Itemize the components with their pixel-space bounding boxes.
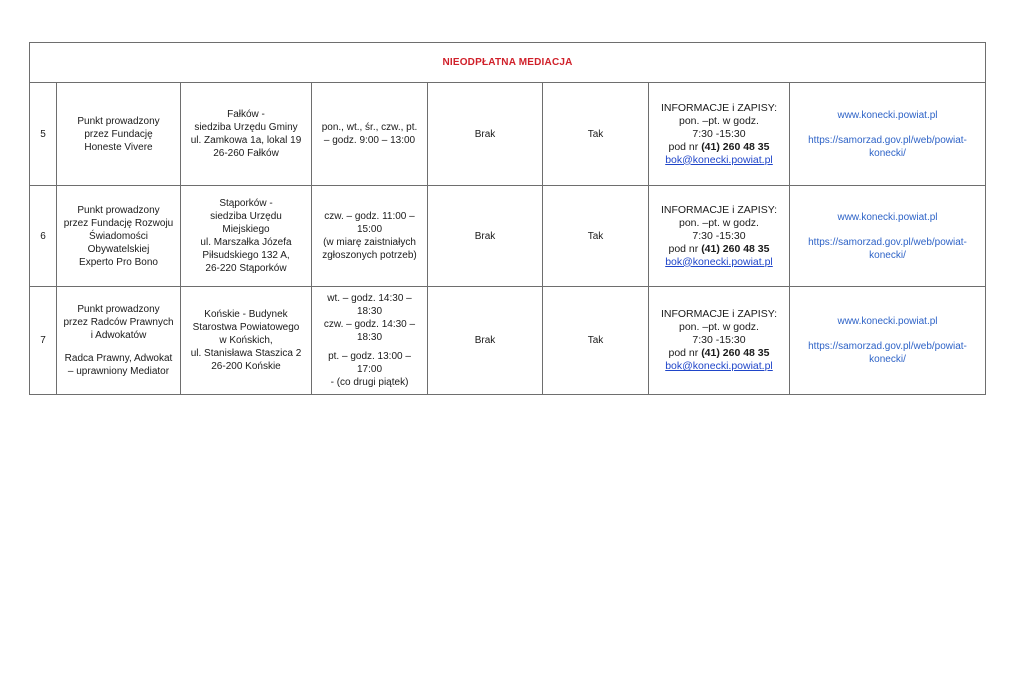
row-number: 6 <box>30 186 57 287</box>
availability-cell: Tak <box>543 186 649 287</box>
hours-text: wt. – godz. 14:30 – 18:30 czw. – godz. 14:30 – 18:30 <box>323 293 416 343</box>
contact-cell <box>649 287 790 395</box>
gov-website-link[interactable]: https://samorzad.gov.pl/web/powiat- konecki/ <box>808 236 967 261</box>
website-link[interactable]: www.konecki.powiat.pl <box>837 211 938 223</box>
provider-cell <box>57 186 181 287</box>
status-cell: Brak <box>428 287 543 395</box>
provider-cell <box>57 287 181 395</box>
phone-number: (41) 260 48 35 <box>701 347 770 359</box>
hours-text: pon., wt., śr., czw., pt. – godz. 9:00 – 13:00 <box>321 122 418 146</box>
row-number: 7 <box>30 287 57 395</box>
contact-phone-line <box>652 141 786 154</box>
location-cell <box>181 83 312 186</box>
email-link[interactable]: bok@konecki.powiat.pl <box>665 255 773 268</box>
email-link[interactable]: bok@konecki.powiat.pl <box>665 360 773 372</box>
provider-text: Punkt prowadzony przez Radców Prawnych i Adwokatów <box>63 304 174 341</box>
contact-cell <box>649 83 790 186</box>
phone-number: (41) 260 48 35 <box>701 242 770 255</box>
location-cell <box>181 287 312 395</box>
provider-note: Radca Prawny, Adwokat – uprawniony Mediator <box>64 353 173 377</box>
table-row <box>30 287 986 395</box>
provider-text: Punkt prowadzony przez Fundację Honeste Vivere <box>77 115 160 153</box>
links-cell <box>790 83 986 186</box>
hours-text: czw. – godz. 11:00 – 15:00 (w miarę zaistniałych zgłoszonych potrzeb) <box>322 211 417 261</box>
availability-cell: Tak <box>543 287 649 395</box>
contact-phone-line <box>652 347 786 360</box>
hours-cell <box>312 287 428 395</box>
location-text: Końskie - Budynek Starostwa Powiatowego w Końskich, ul. Stanisława Staszica 2 26-200 Końskie <box>190 309 302 372</box>
contact-info: INFORMACJE i ZAPISY: pon. –pt. w godz. 7:30 -15:30 <box>660 101 778 140</box>
provider-cell <box>57 83 181 186</box>
phone-prefix: pod nr <box>668 242 702 255</box>
email-link[interactable]: bok@konecki.powiat.pl <box>665 153 773 166</box>
phone-prefix: pod nr <box>668 347 702 359</box>
contact-info: INFORMACJE i ZAPISY: pon. –pt. w godz. 7:30 -15:30 <box>660 203 778 242</box>
row-number: 5 <box>30 83 57 186</box>
location-text: Stąporków - siedziba Urzędu Miejskiego ul. Marszałka Józefa Piłsudskiego 132 A, 26-220 Stąporków <box>200 198 292 274</box>
links-cell <box>790 287 986 395</box>
status-cell: Brak <box>428 186 543 287</box>
location-cell <box>181 186 312 287</box>
phone-prefix: pod nr <box>668 140 702 153</box>
contact-info: INFORMACJE i ZAPISY: pon. –pt. w godz. 7:30 -15:30 <box>660 308 778 346</box>
table-row <box>30 83 986 186</box>
status-cell: Brak <box>428 83 543 186</box>
provider-text: Punkt prowadzony przez Fundację Rozwoju Świadomości Obywatelskiej Experto Pro Bono <box>63 204 174 268</box>
hours-text-friday: pt. – godz. 13:00 – 17:00 - (co drugi piątek) <box>328 351 411 388</box>
availability-cell: Tak <box>543 83 649 186</box>
mediation-table <box>29 42 986 395</box>
contact-cell <box>649 186 790 287</box>
hours-cell <box>312 83 428 186</box>
hours-cell <box>312 186 428 287</box>
gov-website-link[interactable]: https://samorzad.gov.pl/web/powiat- konecki/ <box>808 134 967 159</box>
table-title: NIEODPŁATNA MEDIACJA <box>30 43 986 83</box>
website-link[interactable]: www.konecki.powiat.pl <box>837 109 938 121</box>
table-row <box>30 186 986 287</box>
gov-website-link[interactable]: https://samorzad.gov.pl/web/powiat- konecki/ <box>808 341 967 365</box>
links-cell <box>790 186 986 287</box>
contact-phone-line <box>652 243 786 256</box>
website-link[interactable]: www.konecki.powiat.pl <box>837 316 938 327</box>
location-text: Fałków - siedziba Urzędu Gminy ul. Zamkowa 1a, lokal 19 26-260 Fałków <box>190 109 302 159</box>
phone-number: (41) 260 48 35 <box>701 140 770 153</box>
